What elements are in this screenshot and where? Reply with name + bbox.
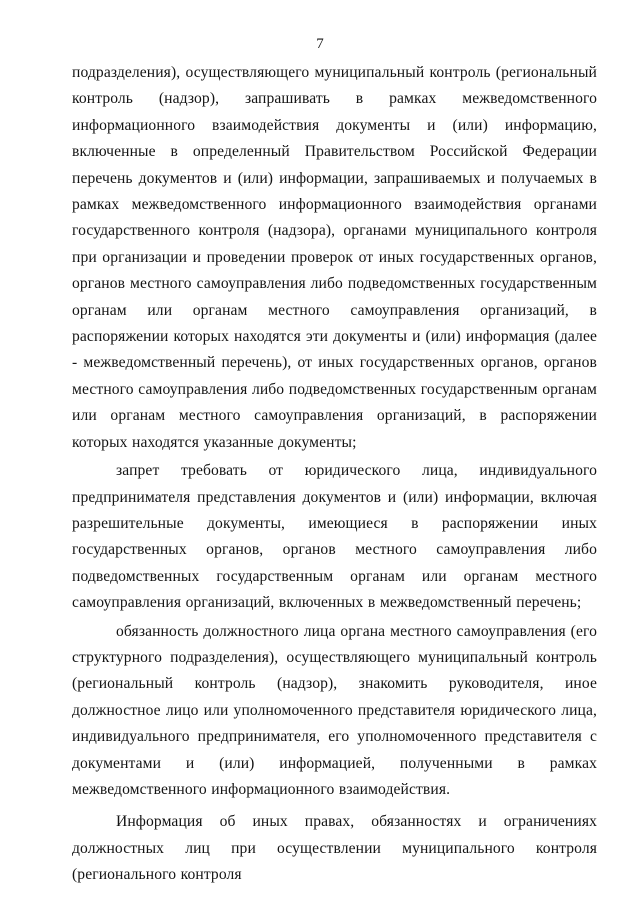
paragraph-continued: подразделения), осуществляющего муниципальный контроль (региональный контроль (надзор), запрашивать в рамках межведомственного информационного взаимодействия документы и (или) информацию, включенные в определенный Правительством Российской Федерации перечень документов и (или) информации, запрашиваемых и получаемых в рамках межведомственного информационного взаимодействия органами государственного контроля (надзора), органами муниципального контроля при организации и проведении проверок от иных государственных органов, органов местного самоуправления либо подведомственных государственным органам или органам местного самоуправления организаций, в распоряжении которых находятся эти документы и (или) информация (далее - межведомственный перечень), от иных государственных органов, органов местного самоуправления либо подведомственных государственным органам или органам местного самоуправления организаций, в распоряжении которых находятся указанные документы; [72,64,597,451]
page-number: 7 [316,36,324,52]
paragraph-obligation: обязанность должностного лица органа местного самоуправления (его структурного подразделения), осуществляющего муниципальный контроль (региональный контроль (надзор), знакомить руководителя, иное должностное лицо или уполномоченного представителя юридического лица, индивидуального предпринимателя, его уполномоченного представителя с документами и (или) информацией, полученными в рамках межведомственного информационного взаимодействия. [72,622,597,798]
paragraph-prohibition: запрет требовать от юридического лица, индивидуального предпринимателя представления документов и (или) информации, включая разрешительные документы, имеющиеся в распоряжении иных государственных органов, органов местного самоуправления либо подведомственных государственным органам или органам местного самоуправления организаций, включенных в межведомственный перечень; [72,462,597,612]
document-body [72,60,597,889]
paragraph-information: Информация об иных правах, обязанностях и ограничениях должностных лиц при осуществлении муниципального контроля (регионального контроля [72,813,597,884]
